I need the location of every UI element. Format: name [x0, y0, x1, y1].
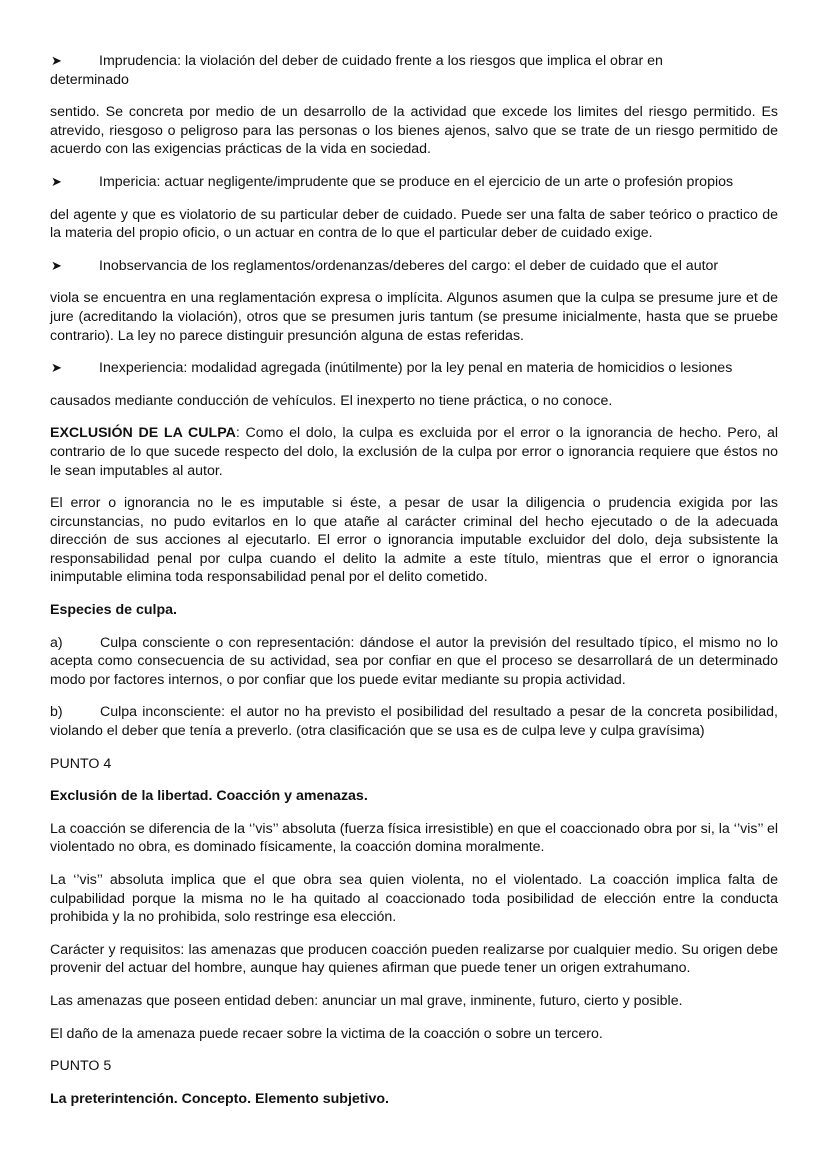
- arrow-bullet-icon: ➤: [51, 53, 62, 68]
- bullet-item: [50, 52, 778, 71]
- bullet-first-line: Inobservancia de los reglamentos/ordenanzas/deberes del cargo: el deber de cuidado que el autor: [99, 257, 719, 274]
- paragraph: Carácter y requisitos: las amenazas que producen coacción pueden realizarse por cualquier medio. Su origen debe provenir del actuar del hombre, aunque hay quienes afirman que puede tener un origen extrahumano.: [50, 941, 778, 977]
- especies-label: a): [50, 634, 63, 651]
- bullet-continuation: viola se encuentra en una reglamentación expresa o implícita. Algunos asumen que la culpa se presume jure et de jure (acreditando la violación), otros que se presumen juris tantum (se presume inicialmente, hasta que se pruebe contrario). La ley no parece distinguir presunción alguna de estas referidas.: [50, 290, 778, 344]
- bullet-line-continuation: determinado: [50, 71, 129, 88]
- punto-4-heading-text: Exclusión de la libertad. Coacción y amenazas.: [50, 788, 368, 805]
- paragraph: Las amenazas que poseen entidad deben: anunciar un mal grave, inminente, futuro, cierto y posible.: [50, 992, 683, 1009]
- paragraph: La coacción se diferencia de la ‘’vis’’ absoluta (fuerza física irresistible) en que el coaccionado obra por si, la ‘’vis’’ el violentado no obra, es dominado físicamente, la coacción domina moralmente.: [50, 820, 778, 856]
- bullet-continuation: causados mediante conducción de vehículos. El inexperto no tiene práctica, o no conoce.: [50, 392, 613, 409]
- especies-text: Culpa inconsciente: el autor no ha previsto el posibilidad del resultado a pesar de la concreta posibilidad, violando el deber que tenía a preverlo. (otra clasificación que se usa es de culpa leve y culpa gravísima): [50, 704, 778, 740]
- error-paragraph: El error o ignorancia no le es imputable si éste, a pesar de usar la diligencia o prudencia exigida por las circunstancias, no pudo evitarlos en lo que atañe al carácter criminal del hecho ejecutado o de la adecuada dirección de sus acciones al ejecutarlo. El error o ignorancia imputable excluidor del dolo, deja subsistente la responsabilidad penal por culpa cuando el delito la admite a este título, mientras que el error o ignorancia inimputable elimina toda responsabilidad penal por el delito cometido.: [50, 495, 778, 586]
- especies-item-a: [50, 634, 778, 690]
- bullet-item: [50, 257, 778, 276]
- bullet-first-line: Impericia: actuar negligente/imprudente que se produce en el ejercicio de un arte o profesión propios: [99, 173, 734, 190]
- arrow-bullet-icon: ➤: [51, 257, 62, 273]
- especies-label: b): [50, 704, 63, 721]
- bullet-continuation: del agente y que es violatorio de su particular deber de cuidado. Puede ser una falta de saber teórico o practico de la materia del propio oficio, o un actuar en contra de lo que el particular deber de cuidado exige.: [50, 206, 778, 242]
- bullet-item: [50, 173, 778, 192]
- especies-heading: [50, 601, 778, 620]
- paragraph: La ‘’vis’’ absoluta implica que el que obra sea quien violenta, no el violentado. La coacción implica falta de culpabilidad porque la misma no le ha quitado al coaccionado toda posibilidad de elección entre la conducta prohibida y la no prohibida, solo restringe esa elección.: [50, 872, 778, 926]
- punto-5-heading: [50, 1090, 778, 1109]
- exclusion-paragraph: [50, 424, 778, 480]
- arrow-bullet-icon: ➤: [51, 360, 62, 376]
- especies-item-b: [50, 703, 778, 740]
- bullet-continuation: sentido. Se concreta por medio de un desarrollo de la actividad que excede los limites del riesgo permitido. Es atrevido, riesgoso o peligroso para las personas o los bienes ajenos, salvo que se trate de un riesgo permitido de acuerdo con las exigencias prácticas de la vida en sociedad.: [50, 104, 778, 158]
- exclusion-heading: EXCLUSIÓN DE LA CULPA: [50, 425, 236, 442]
- bullet-first-line: Imprudencia: la violación del deber de cuidado frente a los riesgos que implica el obrar en: [99, 53, 663, 69]
- especies-text: Culpa consciente o con representación: dándose el autor la previsión del resultado típico, el mismo no lo acepta como consecuencia de su actividad, sea por confiar en que el proceso se desarrollará de un determinado modo por factores internos, o por confiar que los puede evitar mediante su propia actividad.: [50, 634, 778, 688]
- punto-5-label: PUNTO 5: [50, 1058, 112, 1075]
- punto-5-heading-text: La preterintención. Concepto. Elemento subjetivo.: [50, 1090, 389, 1107]
- bullet-first-line: Inexperiencia: modalidad agregada (inútilmente) por la ley penal en materia de homicidios o lesiones: [99, 360, 733, 377]
- bullet-item: [50, 359, 778, 378]
- especies-heading-text: Especies de culpa.: [50, 602, 177, 619]
- arrow-bullet-icon: ➤: [51, 173, 62, 189]
- punto-4-label: PUNTO 4: [50, 755, 112, 772]
- punto-4-heading: [50, 787, 778, 806]
- paragraph: El daño de la amenaza puede recaer sobre la victima de la coacción o sobre un tercero.: [50, 1025, 603, 1042]
- document-page: [50, 52, 778, 1108]
- exclusion-text: : Como el dolo, la culpa es excluida por el error o la ignorancia de hecho. Pero, al contrario de lo que sucede respecto del dolo, la exclusión de la culpa por error o ignorancia requiere que éstos no le sean imputables al autor.: [50, 425, 778, 479]
